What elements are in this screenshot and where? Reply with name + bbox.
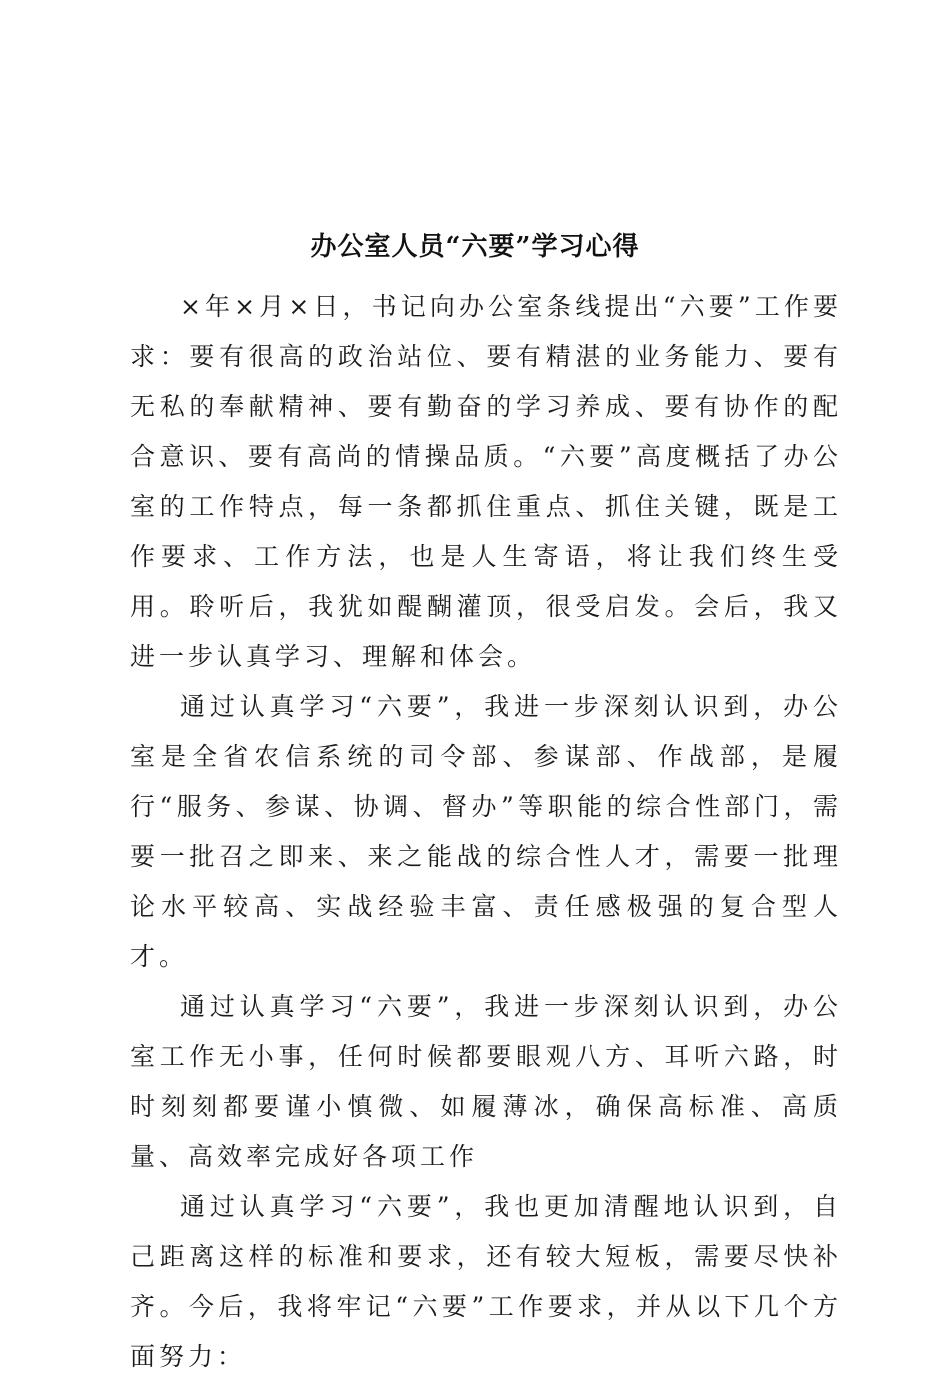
paragraph-3: 通过认真学习“六要”，我进一步深刻认识到，办公室工作无小事，任何时候都要眼观八方、耳听六路，时时刻刻都要谨小慎微、如履薄冰，确保高标准、高质量、高效率完成好各项工作 — [130, 992, 842, 1171]
document-title: 办公室人员“六要”学习心得 — [310, 232, 640, 263]
paragraph-2: 通过认真学习“六要”，我进一步深刻认识到，办公室是全省农信系统的司令部、参谋部、作战部，是履行“服务、参谋、协调、督办”等职能的综合性部门，需要一批召之即来、来之能战的综合性人才，需要一批理论水平较高、实战经验丰富、责任感极强的复合型人才。 — [130, 692, 842, 971]
paragraph-4: 通过认真学习“六要”，我也更加清醒地认识到，自己距离这样的标准和要求，还有较大短板，需要尽快补齐。今后，我将牢记“六要”工作要求，并从以下几个方面努力： — [130, 1192, 842, 1371]
document-body — [130, 282, 842, 1382]
paragraph-1: ×年×月×日，书记向办公室条线提出“六要”工作要求：要有很高的政治站位、要有精湛的业务能力、要有无私的奉献精神、要有勤奋的学习养成、要有协作的配合意识、要有高尚的情操品质。“六要”高度概括了办公室的工作特点，每一条都抓住重点、抓住关键，既是工作要求、工作方法，也是人生寄语，将让我们终生受用。聆听后，我犹如醍醐灌顶，很受启发。会后，我又进一步认真学习、理解和体会。 — [130, 292, 842, 671]
